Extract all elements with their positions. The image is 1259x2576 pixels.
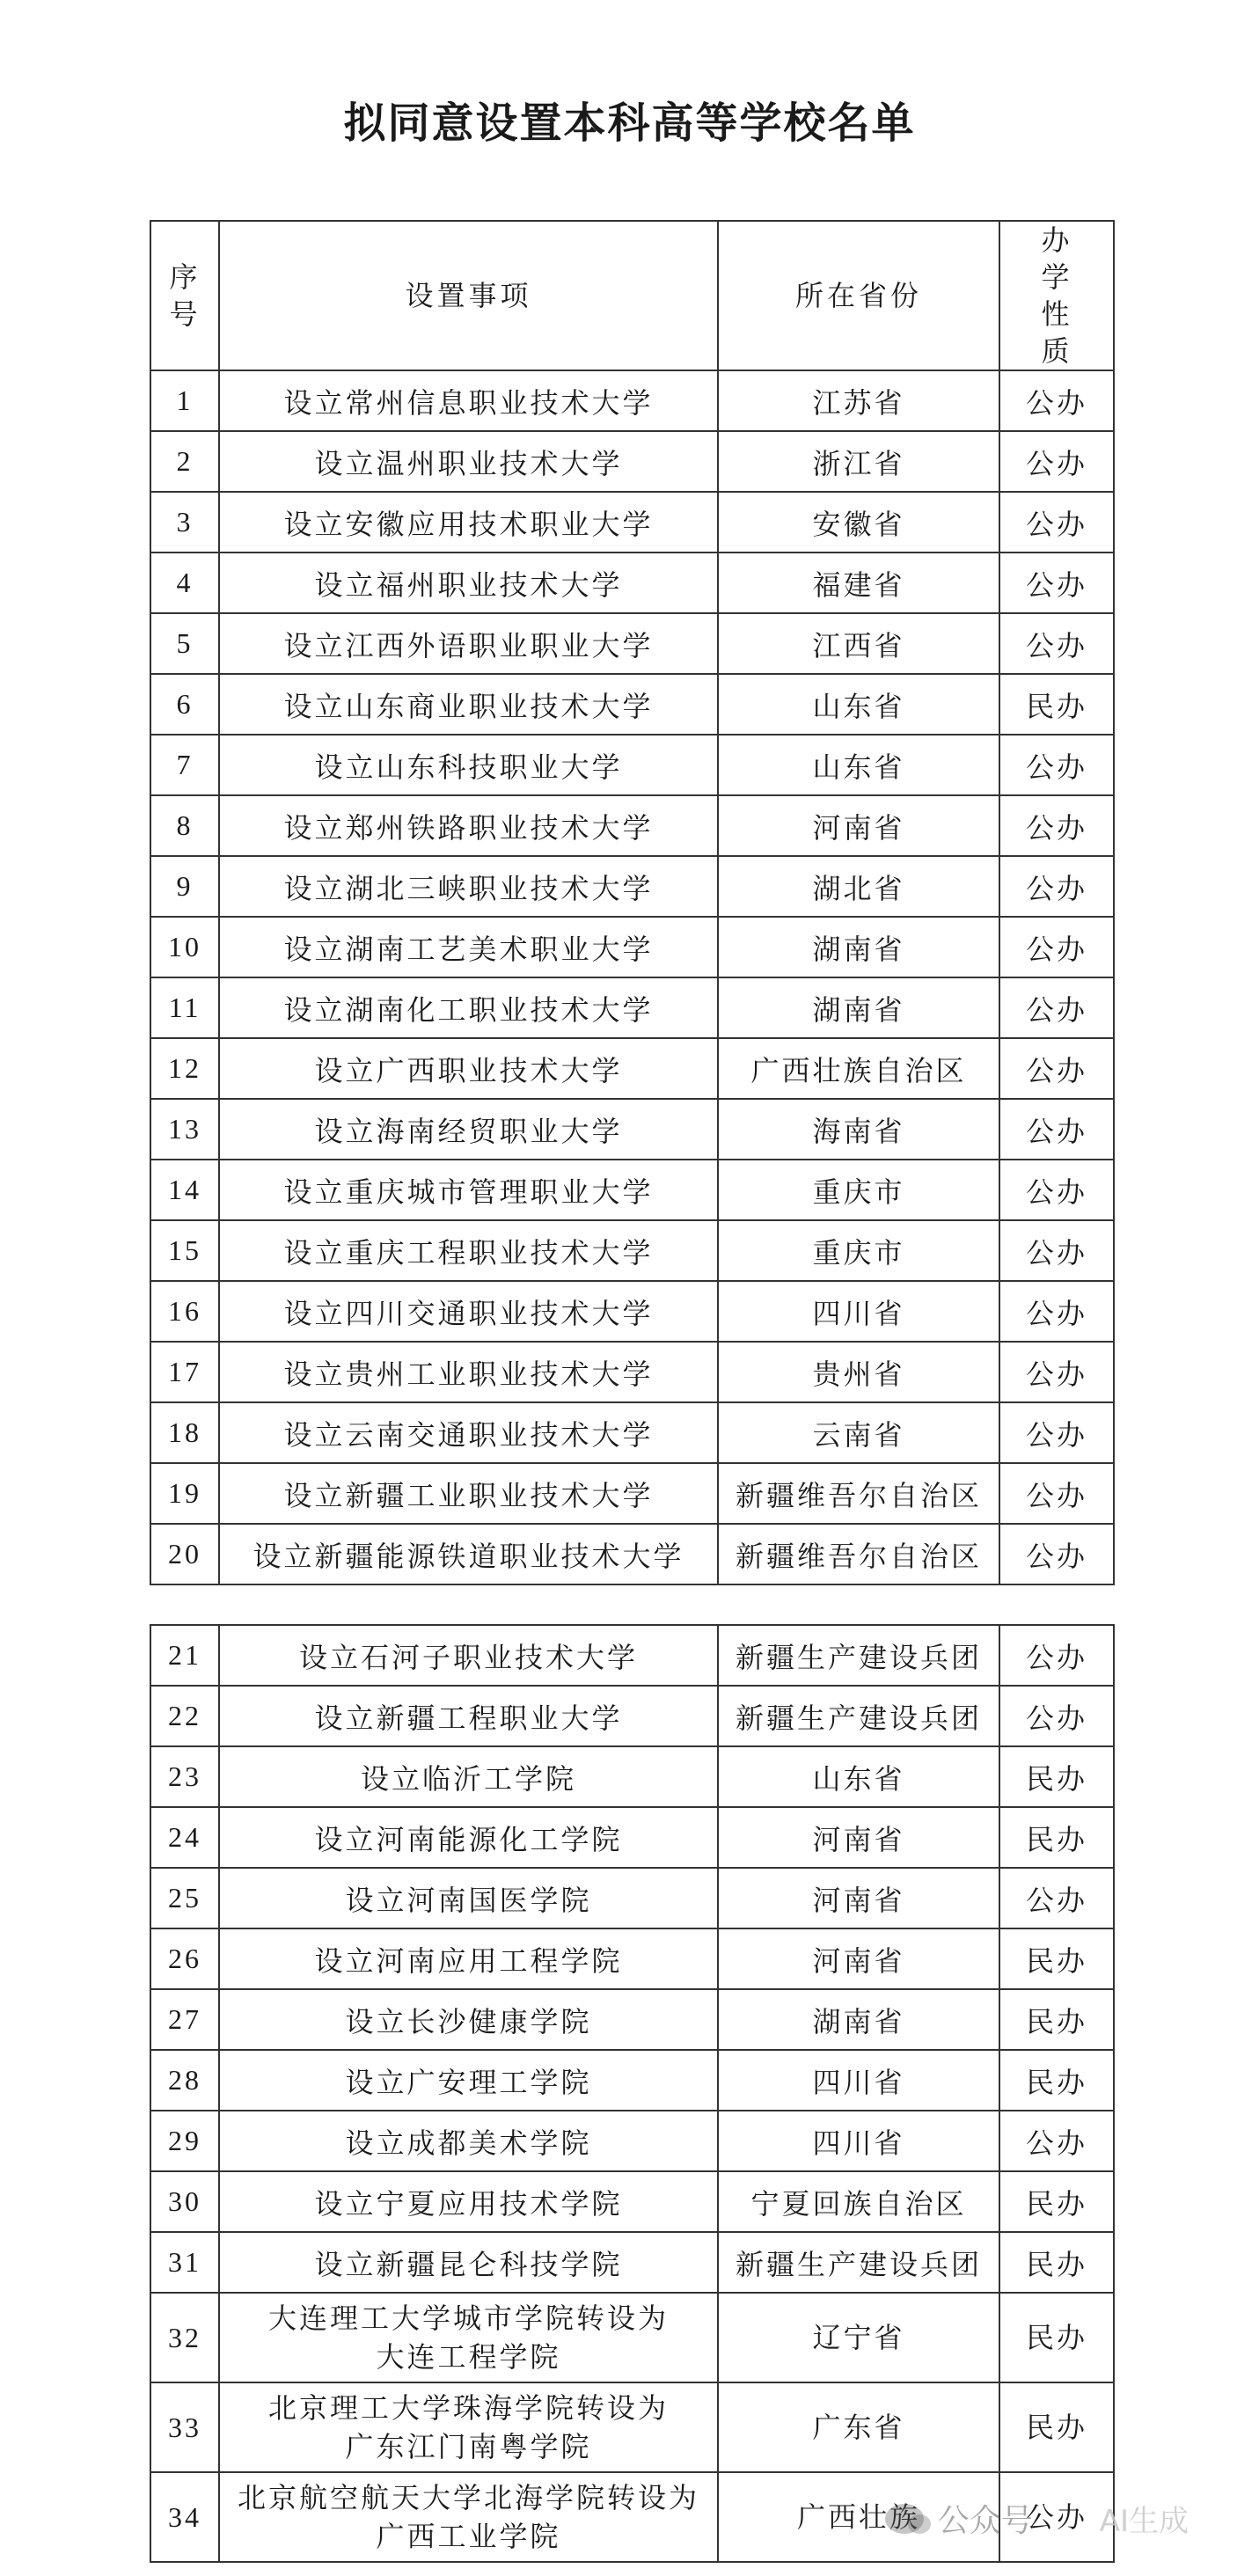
row-number: 4 (150, 553, 219, 613)
row-item: 设立石河子职业技术大学 (219, 1625, 718, 1686)
row-item-line-1: 北京理工大学珠海学院转设为 (267, 2391, 669, 2425)
table-row (150, 492, 1114, 553)
row-item-line-1: 北京航空航天大学北海学院转设为 (237, 2481, 699, 2514)
row-province: 广东省 (718, 2382, 999, 2472)
row-item: 设立重庆城市管理职业大学 (219, 1160, 718, 1220)
table-row (150, 1099, 1114, 1160)
row-nature: 公办 (999, 1524, 1114, 1584)
row-province: 河南省 (718, 1868, 999, 1928)
row-province: 河南省 (718, 1928, 999, 1989)
table-row (150, 1524, 1114, 1584)
header-nature: 办学性质 (999, 221, 1114, 370)
row-province: 重庆市 (718, 1160, 999, 1220)
row-number: 16 (150, 1281, 219, 1342)
row-number: 30 (150, 2171, 219, 2232)
row-item: 设立河南能源化工学院 (219, 1807, 718, 1868)
watermark (885, 2496, 1189, 2541)
row-province: 浙江省 (718, 431, 999, 492)
row-item: 设立云南交通职业技术大学 (219, 1402, 718, 1463)
row-number: 1 (150, 370, 219, 431)
row-item (219, 2293, 718, 2382)
header-no: 序号 (150, 221, 219, 370)
row-item: 设立温州职业技术大学 (219, 431, 718, 492)
row-province: 贵州省 (718, 1342, 999, 1402)
row-nature: 公办 (999, 2111, 1114, 2171)
table-row (150, 1868, 1114, 1928)
row-item (219, 2472, 718, 2562)
row-number: 8 (150, 795, 219, 856)
row-province: 江西省 (718, 613, 999, 674)
row-province: 湖南省 (718, 977, 999, 1038)
row-item-line-1: 大连理工大学城市学院转设为 (267, 2302, 669, 2335)
row-nature: 公办 (999, 492, 1114, 553)
row-nature: 公办 (999, 1868, 1114, 1928)
row-number: 22 (150, 1686, 219, 1746)
row-province: 山东省 (718, 735, 999, 795)
row-province: 重庆市 (718, 1220, 999, 1281)
row-nature: 公办 (999, 370, 1114, 431)
row-number: 29 (150, 2111, 219, 2171)
row-item: 设立新疆工程职业大学 (219, 1686, 718, 1746)
row-province: 山东省 (718, 674, 999, 735)
header-province: 所在省份 (718, 221, 999, 370)
row-nature: 公办 (999, 735, 1114, 795)
table-row (150, 1402, 1114, 1463)
row-number: 25 (150, 1868, 219, 1928)
row-number: 11 (150, 977, 219, 1038)
page-title: 拟同意设置本科高等学校名单 (343, 99, 916, 148)
row-item: 设立临沂工学院 (219, 1746, 718, 1807)
row-province: 新疆生产建设兵团 (718, 2232, 999, 2293)
row-item: 设立新疆昆仑科技学院 (219, 2232, 718, 2293)
row-number: 6 (150, 674, 219, 735)
row-item: 设立常州信息职业技术大学 (219, 370, 718, 431)
row-item: 设立重庆工程职业技术大学 (219, 1220, 718, 1281)
row-province: 新疆生产建设兵团 (718, 1686, 999, 1746)
school-table-part-1 (150, 220, 1115, 1585)
row-province: 湖南省 (718, 917, 999, 977)
row-nature: 民办 (999, 2293, 1114, 2382)
row-item: 设立福州职业技术大学 (219, 553, 718, 613)
table-row (150, 795, 1114, 856)
table-row (150, 735, 1114, 795)
row-nature: 公办 (999, 1160, 1114, 1220)
row-item: 设立湖南化工职业技术大学 (219, 977, 718, 1038)
table-row (150, 2382, 1114, 2472)
row-province: 新疆生产建设兵团 (718, 1625, 999, 1686)
row-number: 18 (150, 1402, 219, 1463)
table-row (150, 1686, 1114, 1746)
row-nature: 民办 (999, 2232, 1114, 2293)
row-nature: 公办 (999, 1686, 1114, 1746)
row-province: 四川省 (718, 1281, 999, 1342)
row-item: 设立海南经贸职业大学 (219, 1099, 718, 1160)
row-item: 设立新疆工业职业技术大学 (219, 1463, 718, 1524)
row-nature: 民办 (999, 2050, 1114, 2111)
row-province: 新疆维吾尔自治区 (718, 1524, 999, 1584)
row-number: 20 (150, 1524, 219, 1584)
row-province: 四川省 (718, 2050, 999, 2111)
row-province: 河南省 (718, 795, 999, 856)
row-item: 设立四川交通职业技术大学 (219, 1281, 718, 1342)
row-number: 13 (150, 1099, 219, 1160)
row-item (219, 2382, 718, 2472)
row-nature: 民办 (999, 2382, 1114, 2472)
row-item: 设立山东科技职业大学 (219, 735, 718, 795)
table-row (150, 977, 1114, 1038)
row-nature: 民办 (999, 1928, 1114, 1989)
table-row (150, 1928, 1114, 1989)
row-number: 19 (150, 1463, 219, 1524)
row-item-line-2: 广西工业学院 (376, 2520, 561, 2553)
row-item: 设立成都美术学院 (219, 2111, 718, 2171)
row-item: 设立山东商业职业技术大学 (219, 674, 718, 735)
table-row (150, 613, 1114, 674)
row-province: 海南省 (718, 1099, 999, 1160)
row-nature: 公办 (999, 977, 1114, 1038)
row-nature: 公办 (999, 795, 1114, 856)
row-province: 辽宁省 (718, 2293, 999, 2382)
row-item: 设立江西外语职业职业大学 (219, 613, 718, 674)
table-row (150, 1220, 1114, 1281)
table-row (150, 431, 1114, 492)
wechat-icon (885, 2504, 924, 2534)
row-number: 14 (150, 1160, 219, 1220)
table-row (150, 1463, 1114, 1524)
table-row (150, 2050, 1114, 2111)
row-number: 15 (150, 1220, 219, 1281)
row-number: 7 (150, 735, 219, 795)
row-number: 12 (150, 1038, 219, 1099)
row-item: 设立贵州工业职业技术大学 (219, 1342, 718, 1402)
table-row (150, 1625, 1114, 1686)
row-number: 26 (150, 1928, 219, 1989)
table-header-row (150, 221, 1114, 370)
table-row (150, 1807, 1114, 1868)
table-row (150, 2111, 1114, 2171)
row-item: 设立广西职业技术大学 (219, 1038, 718, 1099)
row-nature: 民办 (999, 1807, 1114, 1868)
row-item: 设立湖北三峡职业技术大学 (219, 856, 718, 917)
row-item: 设立新疆能源铁道职业技术大学 (219, 1524, 718, 1584)
row-nature: 公办 (999, 1463, 1114, 1524)
row-nature: 民办 (999, 674, 1114, 735)
table-row (150, 1342, 1114, 1402)
row-nature: 公办 (999, 1402, 1114, 1463)
row-nature: 公办 (999, 1099, 1114, 1160)
row-nature: 公办 (999, 1342, 1114, 1402)
table-row (150, 674, 1114, 735)
row-province: 新疆维吾尔自治区 (718, 1463, 999, 1524)
row-nature: 公办 (999, 1625, 1114, 1686)
row-number: 28 (150, 2050, 219, 2111)
row-number: 31 (150, 2232, 219, 2293)
row-number: 21 (150, 1625, 219, 1686)
table-row (150, 856, 1114, 917)
row-province: 宁夏回族自治区 (718, 2171, 999, 2232)
school-table-part-2 (150, 1624, 1115, 2563)
row-item-line-2: 大连工程学院 (376, 2340, 561, 2374)
row-province: 四川省 (718, 2111, 999, 2171)
row-nature: 公办 (999, 553, 1114, 613)
row-number: 9 (150, 856, 219, 917)
row-province: 安徽省 (718, 492, 999, 553)
row-item: 设立广安理工学院 (219, 2050, 718, 2111)
row-nature: 公办 (999, 431, 1114, 492)
row-nature: 公办 (999, 1220, 1114, 1281)
table-row (150, 370, 1114, 431)
row-number: 5 (150, 613, 219, 674)
table-row (150, 2293, 1114, 2382)
row-item: 设立郑州铁路职业技术大学 (219, 795, 718, 856)
row-number: 32 (150, 2293, 219, 2382)
row-nature: 民办 (999, 1746, 1114, 1807)
row-nature: 公办 (999, 1038, 1114, 1099)
row-province: 河南省 (718, 1807, 999, 1868)
table-row (150, 2171, 1114, 2232)
table-row (150, 553, 1114, 613)
row-province: 湖北省 (718, 856, 999, 917)
row-item: 设立宁夏应用技术学院 (219, 2171, 718, 2232)
row-number: 10 (150, 917, 219, 977)
table-row (150, 1281, 1114, 1342)
table-row (150, 1038, 1114, 1099)
row-item: 设立长沙健康学院 (219, 1989, 718, 2050)
row-nature: 公办 (999, 1281, 1114, 1342)
row-nature: 民办 (999, 2171, 1114, 2232)
table-row (150, 2232, 1114, 2293)
row-nature: 公办 (999, 917, 1114, 977)
row-province: 广西壮族 (718, 2472, 999, 2562)
row-province: 云南省 (718, 1402, 999, 1463)
row-nature: 公办 (999, 856, 1114, 917)
row-nature: 民办 (999, 1989, 1114, 2050)
row-item: 设立河南国医学院 (219, 1868, 718, 1928)
row-province: 山东省 (718, 1746, 999, 1807)
row-province: 江苏省 (718, 370, 999, 431)
row-item: 设立湖南工艺美术职业大学 (219, 917, 718, 977)
row-item: 设立安徽应用技术职业大学 (219, 492, 718, 553)
row-province: 湖南省 (718, 1989, 999, 2050)
row-number: 27 (150, 1989, 219, 2050)
row-nature: 公办 (999, 2472, 1114, 2562)
row-number: 17 (150, 1342, 219, 1402)
row-number: 3 (150, 492, 219, 553)
row-number: 23 (150, 1746, 219, 1807)
table-row (150, 1160, 1114, 1220)
watermark-right-text: AI生成 (1099, 2504, 1189, 2539)
table-row (150, 917, 1114, 977)
row-number: 33 (150, 2382, 219, 2472)
row-number: 34 (150, 2472, 219, 2562)
table-row (150, 1746, 1114, 1807)
header-item: 设置事项 (219, 221, 718, 370)
watermark-text: 公众号 (937, 2503, 1033, 2539)
row-number: 24 (150, 1807, 219, 1868)
table-row (150, 1989, 1114, 2050)
row-province: 广西壮族自治区 (718, 1038, 999, 1099)
row-item-line-2: 广东江门南粤学院 (345, 2430, 592, 2463)
row-item: 设立河南应用工程学院 (219, 1928, 718, 1989)
row-province: 福建省 (718, 553, 999, 613)
row-nature: 公办 (999, 613, 1114, 674)
row-number: 2 (150, 431, 219, 492)
